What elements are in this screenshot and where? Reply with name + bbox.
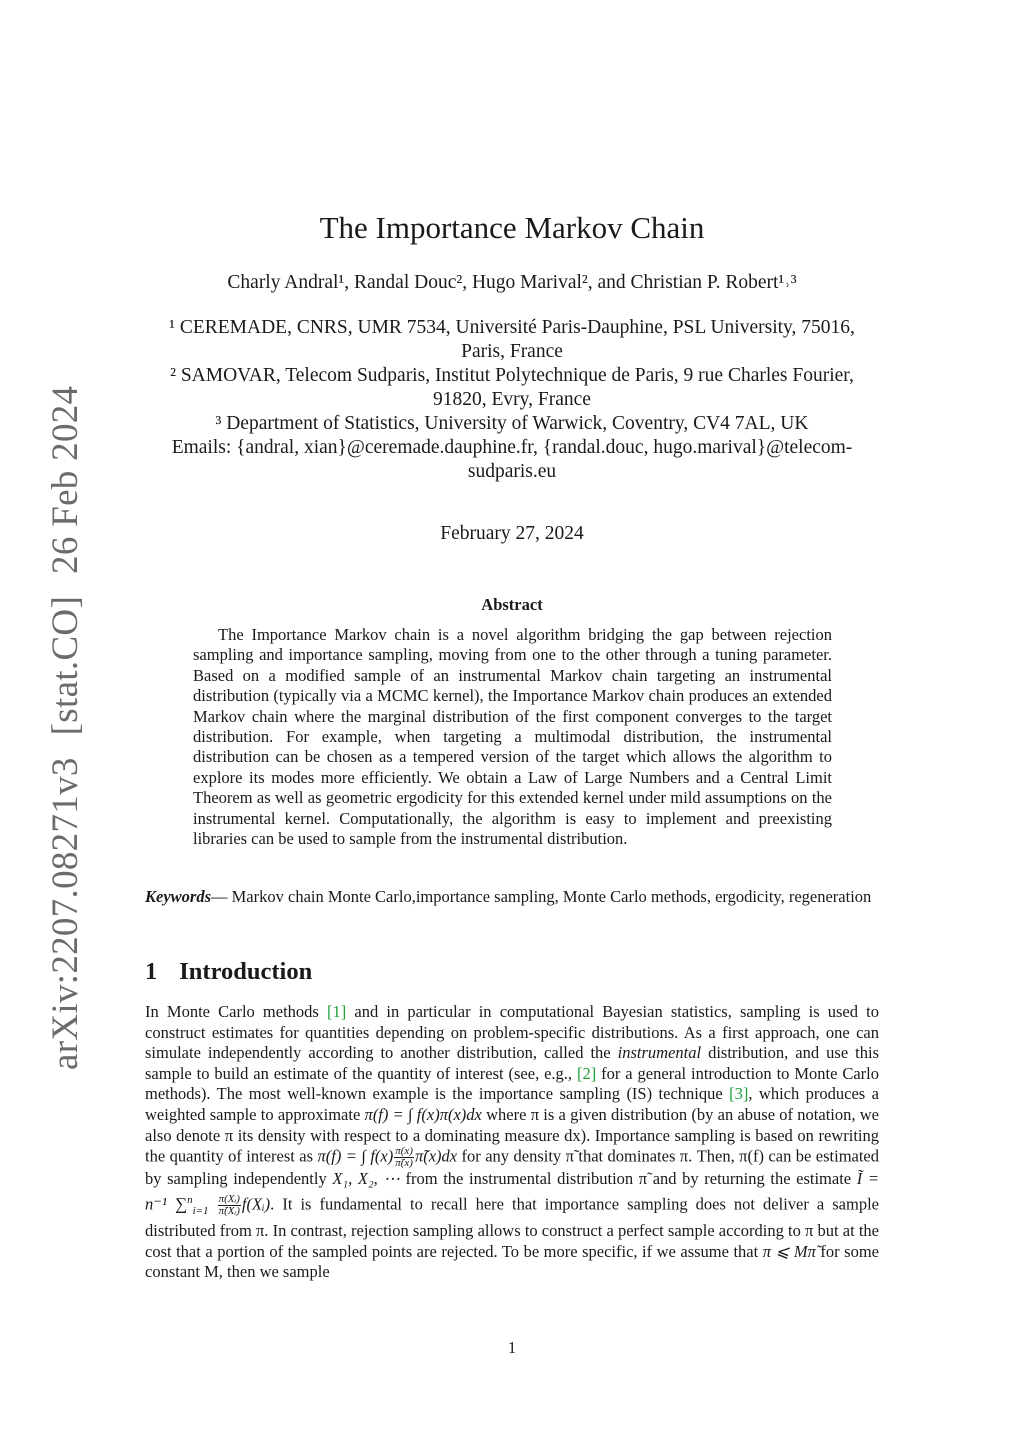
intro-text: for a general introduction to Monte Carlo methods). The most well-known example is the importance sampling (IS) technique bbox=[145, 1063, 879, 1104]
paper-date: February 27, 2024 bbox=[440, 523, 584, 544]
intro-text: from the instrumental distribution π̃ and by returning the estimate bbox=[399, 1169, 857, 1189]
math-expression: π(f) = ∫ f(x) bbox=[317, 1146, 394, 1166]
abstract-text: The Importance Markov chain is a novel algorithm bridging the gap between rejection sampling and importance sampling, moving from one to the other through a tuning parameter. Based on a modified sample of an instrumental Markov chain targeting an instrumental distribution (typically via a MCMC kernel), the Importance Markov chain produces an extended Markov chain where the marginal distribution of the first component converges to the target distribution. For example, when targeting a multimodal distribution, the instrumental distribution can be chosen as a tempered version of the target which allows the algorithm to explore its modes more efficiently. We obtain a Law of Large Numbers and a Central Limit Theorem as well as geometric ergodicity for this extended kernel under mild assumptions on the instrumental kernel. Computationally, the algorithm is easy to implement and preexisting libraries can be used to sample from the instrumental distribution. bbox=[193, 625, 832, 849]
math-expression: f(Xᵢ) bbox=[241, 1194, 271, 1214]
keywords-label: Keywords bbox=[145, 887, 211, 906]
arxiv-id: arXiv:2207.08271v3 bbox=[45, 757, 86, 1070]
intro-text: for some constant M, then we sample bbox=[145, 1241, 879, 1282]
affiliation-1: ¹ CEREMADE, CNRS, UMR 7534, Université Paris-Dauphine, PSL University, 75016, Paris, France bbox=[169, 317, 855, 362]
math-expression: π̃(x)dx bbox=[414, 1146, 458, 1166]
intro-text: . It is fundamental to recall here that importance sampling does not deliver a sample distributed from π. In contrast, rejection sampling allows to construct a perfect sample according to π but at the cost that a portion of the sampled points are rejected. To be more specific, if we assume that bbox=[145, 1194, 879, 1261]
arxiv-date: 26 Feb 2024 bbox=[45, 385, 86, 574]
intro-text: for any density π̃ that dominates π. Then, π(f) can be estimated by sampling independently bbox=[145, 1146, 880, 1189]
citation-link[interactable]: [1] bbox=[327, 1002, 347, 1021]
fraction-numerator: π(x) bbox=[395, 1145, 413, 1158]
emphasis: instrumental bbox=[617, 1043, 702, 1063]
page-number: 1 bbox=[507, 1338, 517, 1357]
abstract-heading: Abstract bbox=[481, 595, 543, 614]
math-expression: Ĩ = n⁻¹ bbox=[145, 1169, 879, 1214]
sum-symbol: ∑ bbox=[174, 1194, 188, 1214]
math-expression: X₁, X₂, ⋯ bbox=[332, 1169, 400, 1189]
author-list: Charly Andral¹, Randal Douc², Hugo Marival², and Christian P. Robert¹˒³ bbox=[227, 272, 797, 293]
intro-paragraph bbox=[145, 1002, 879, 1283]
math-fraction bbox=[394, 1146, 414, 1169]
affiliations bbox=[150, 316, 874, 484]
math-expression: π ⩽ Mπ̃ bbox=[762, 1241, 816, 1261]
intro-text: distribution, and use this sample to build an estimate of the quantity of interest (see, e.g., bbox=[145, 1043, 879, 1083]
citation-link[interactable]: [3] bbox=[729, 1084, 749, 1104]
fraction-denominator: π̃(Xᵢ) bbox=[218, 1204, 240, 1217]
arxiv-stamp bbox=[44, 364, 87, 1070]
paper-title: The Importance Markov Chain bbox=[319, 210, 705, 245]
intro-text: and in particular in computational Bayesian statistics, sampling is used to construct estimates for quantities depending on problem-specific distributions. As a first approach, one can simulate independently according to another distribution, called the bbox=[145, 1002, 879, 1063]
affiliation-2: ² SAMOVAR, Telecom Sudparis, Institut Polytechnique de Paris, 9 rue Charles Fourier, 91820, Evry, France bbox=[170, 365, 854, 410]
math-fraction bbox=[218, 1194, 241, 1217]
sum-lower-limit: i=1 bbox=[192, 1204, 209, 1217]
fraction-numerator: π(Xᵢ) bbox=[218, 1192, 240, 1205]
section-title: Introduction bbox=[179, 958, 313, 985]
emails: Emails: {andral, xian}@ceremade.dauphine.fr, {randal.douc, hugo.marival}@telecom-sudparis.eu bbox=[171, 437, 853, 482]
affiliation-3: ³ Department of Statistics, University of Warwick, Coventry, CV4 7AL, UK bbox=[215, 413, 809, 434]
math-expression: π(f) = ∫ f(x)π(x)dx bbox=[364, 1104, 482, 1124]
sum-upper-limit: n bbox=[187, 1193, 193, 1206]
fraction-denominator: π̃(x) bbox=[395, 1157, 413, 1170]
intro-text: , which produces a weighted sample to approximate bbox=[145, 1084, 879, 1124]
citation-link[interactable]: [2] bbox=[576, 1063, 597, 1083]
arxiv-category: [stat.CO] bbox=[45, 595, 86, 736]
intro-text: In Monte Carlo methods bbox=[145, 1002, 327, 1021]
keywords-text: Markov chain Monte Carlo,importance sampling, Monte Carlo methods, ergodicity, regeneration bbox=[231, 887, 872, 906]
intro-text: where π is a given distribution (by an abuse of notation, we also denote π its density with respect to a dominating measure dx). Importance sampling is based on rewriting the quantity of interest as bbox=[145, 1104, 879, 1166]
section-heading bbox=[145, 958, 312, 986]
section-number: 1 bbox=[145, 958, 158, 985]
keywords: Keywords— Markov chain Monte Carlo,importance sampling, Monte Carlo methods, ergodicity, regeneration bbox=[145, 887, 872, 906]
